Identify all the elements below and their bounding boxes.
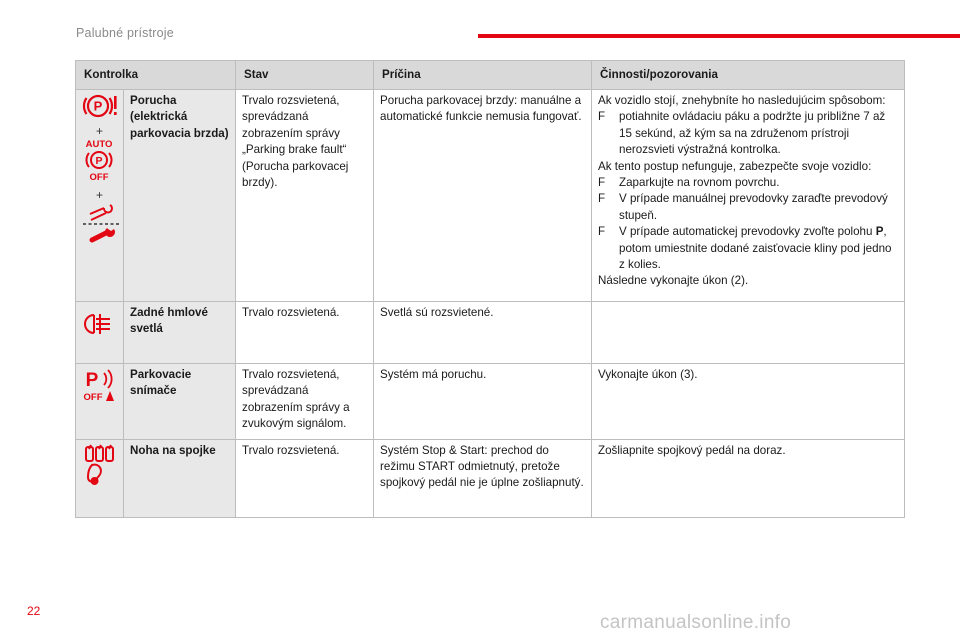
action-bullet <box>598 109 898 158</box>
action-bullet <box>598 224 898 273</box>
actions-intro: Ak vozidlo stojí, znehybníte ho nasledujúcim spôsobom: <box>598 94 886 107</box>
actions-cell: Vykonajte úkon (3). <box>592 364 905 440</box>
bullet-text: potiahnite ovládaciu páku a podržte ju približne 7 až 15 sekúnd, až kým sa na združenom prístroji nerozsvieti výstražná kontrolka. <box>619 110 886 157</box>
table-row <box>76 439 905 517</box>
col-header-pricina: Príčina <box>374 61 592 90</box>
table-row <box>76 364 905 440</box>
bullet-marker: F <box>598 192 606 206</box>
warning-name: Noha na spojke <box>124 439 236 517</box>
section-title: Palubné prístroje <box>76 26 174 40</box>
actions-cell: Zošliapnite spojkový pedál na doraz. <box>592 439 905 517</box>
action-bullet <box>598 175 898 191</box>
table-row <box>76 302 905 364</box>
gear-position-p: P <box>875 225 884 239</box>
cause-cell: Systém má poruchu. <box>374 364 592 440</box>
action-bullet <box>598 191 898 224</box>
page-number: 22 <box>27 604 41 618</box>
actions-cell <box>592 302 905 364</box>
actions-outro: Následne vykonajte úkon (2). <box>598 274 749 288</box>
status-cell: Trvalo rozsvietená. <box>236 302 374 364</box>
warning-name: Zadné hmlové svetlá <box>124 302 236 364</box>
bullet-marker: F <box>598 110 606 124</box>
svg-text:P: P <box>85 370 99 391</box>
col-header-stav: Stav <box>236 61 374 90</box>
icon-cell <box>76 302 124 364</box>
svg-text:OFF: OFF <box>83 392 103 403</box>
parking-sensors-off-icon <box>82 367 118 408</box>
watermark: carmanualsonline.info <box>600 612 792 633</box>
bullet-marker: F <box>598 176 606 190</box>
cause-cell: Svetlá sú rozsvietené. <box>374 302 592 364</box>
warning-name: Parkovacie snímače <box>124 364 236 440</box>
actions-mid: Ak tento postup nefunguje, zabezpečte svoje vozidlo: <box>598 159 872 173</box>
svg-text:OFF: OFF <box>89 172 109 183</box>
header-accent-bar <box>478 34 960 38</box>
rear-fog-light-icon <box>82 311 112 342</box>
bullet-text: Zaparkujte na rovnom povrchu. <box>619 176 780 190</box>
wrench-service-icon <box>82 202 122 251</box>
bullet-text-post: , potom umiestnite dodané zaisťovacie kliny pod jedno z kolies. <box>619 225 892 272</box>
auto-off-parking-brake-icon <box>82 138 116 187</box>
plus-sign: + <box>95 187 103 202</box>
col-header-cinnosti: Činnosti/pozorovania <box>592 61 905 90</box>
svg-text:AUTO: AUTO <box>85 139 113 151</box>
bullet-text-pre: V prípade automatickej prevodovky zvoľte polohu <box>619 225 876 239</box>
table-header-row <box>76 61 905 90</box>
status-cell: Trvalo rozsvietená, sprevádzaná zobrazením správy „Parking brake fault“ (Porucha parkovacej brzdy). <box>236 90 374 302</box>
parking-brake-warning-icon <box>82 93 118 124</box>
warning-lights-table <box>75 60 905 518</box>
col-header-kontrolka: Kontrolka <box>76 61 236 90</box>
foot-on-clutch-icon <box>82 443 118 492</box>
actions-cell <box>592 90 905 302</box>
icon-cell <box>76 90 124 302</box>
cause-cell: Porucha parkovacej brzdy: manuálne a automatické funkcie nemusia fungovať. <box>374 90 592 302</box>
cause-cell: Systém Stop & Start: prechod do režimu START odmietnutý, pretože spojkový pedál nie je úplne zošliapnutý. <box>374 439 592 517</box>
icon-cell <box>76 364 124 440</box>
status-cell: Trvalo rozsvietená. <box>236 439 374 517</box>
icon-cell <box>76 439 124 517</box>
svg-text:P: P <box>95 155 103 168</box>
warning-name: Porucha (elektrická parkovacia brzda) <box>124 90 236 302</box>
table-row <box>76 90 905 302</box>
bullet-text: V prípade manuálnej prevodovky zaraďte prevodový stupeň. <box>619 192 888 222</box>
status-cell: Trvalo rozsvietená, sprevádzaná zobrazením správy a zvukovým signálom. <box>236 364 374 440</box>
bullet-marker: F <box>598 225 606 239</box>
plus-sign: + <box>95 124 103 139</box>
svg-text:P: P <box>93 98 103 114</box>
